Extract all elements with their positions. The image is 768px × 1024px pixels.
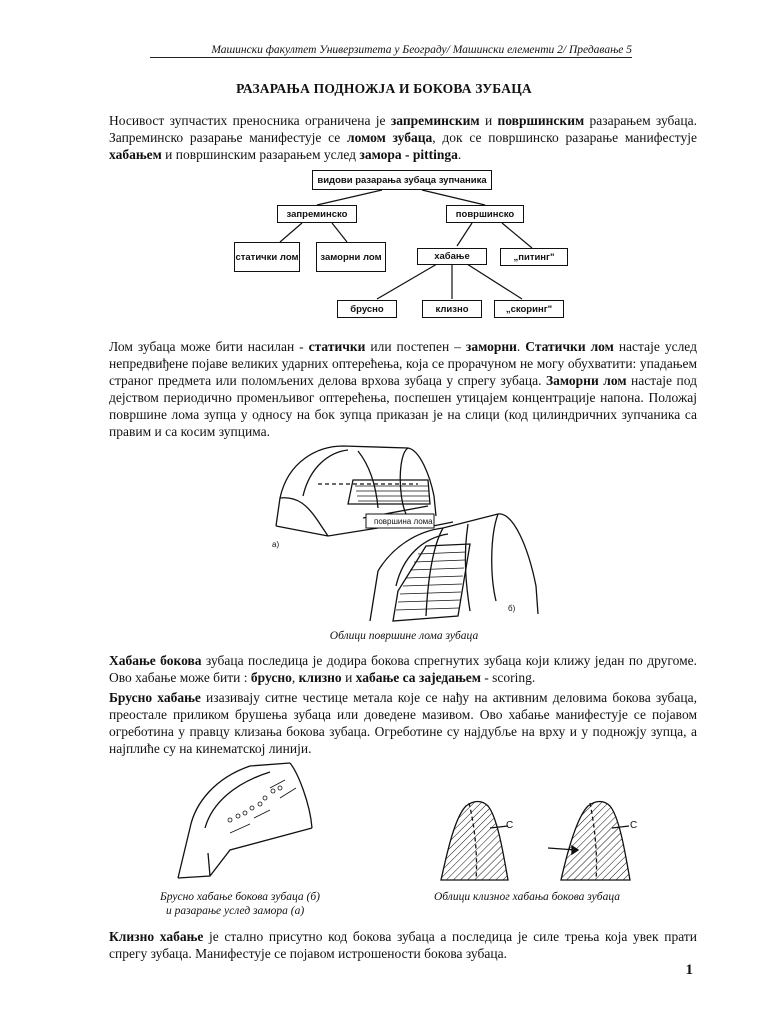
figure-b-label: б) <box>508 604 516 613</box>
figure-a-label: а) <box>272 540 280 549</box>
abrasive-wear-paragraph: Брусно хабање изазивају ситне честице метала које се нађу на активним деловима бокова зубаца, преостале приликом брушења зубаца или доведене мазивом. Ово хабање манифестује се појавом огреботина у правцу клизања бокова зубаца. Огреботине су најдубље на врху и у подножју зупца, а најплиће су на кинематској линији. <box>109 690 698 756</box>
tree-scoring-box: „скоринг" <box>494 300 564 318</box>
tree-sliding-box: клизно <box>422 300 482 318</box>
page-header: Машински факултет Универзитета у Београду/ Машински елементи 2/ Предавање 5 <box>150 44 632 58</box>
fracture-surface-figure <box>258 436 548 628</box>
tree-abrasive-box: брусно <box>337 300 397 318</box>
abrasive-wear-figure <box>170 758 320 884</box>
tree-surface-box: површинско <box>446 205 524 223</box>
damage-types-diagram <box>232 168 572 328</box>
flank-wear-paragraph: Хабање бокова зубаца последица је додира бокова спрегнутих зубаца који клижу један по другоме. Ово хабање може бити : брусно, клизно и хабање са заједањем - scoring. <box>109 653 697 685</box>
abrasive-figure-caption-1: Брусно хабање бокова зубаца (б) <box>160 891 320 903</box>
tree-wear-box: хабање <box>417 248 487 265</box>
fracture-figure-caption: Облици површине лома зубаца <box>329 630 479 642</box>
sliding-figure-caption: Облици клизног хабања бокова зубаца <box>434 891 620 903</box>
fracture-surface-drawing <box>258 436 548 628</box>
abrasive-figure-caption-2: и разарање услед замора (а) <box>166 905 305 917</box>
page-number: 1 <box>685 962 693 978</box>
sliding-c-label-2: C <box>630 820 638 831</box>
tree-pitting-box: „питинг" <box>500 248 568 266</box>
sliding-c-label-1: C <box>506 820 514 831</box>
tree-static-box: статички лом <box>234 242 300 272</box>
section-title: РАЗАРАЊА ПОДНОЖЈА И БОКОВА ЗУБАЦА <box>236 81 532 96</box>
tree-fatigue-box: заморни лом <box>316 242 386 272</box>
tree-root-box: видови разарања зубаца зупчаника <box>312 170 492 190</box>
sliding-wear-paragraph: Клизно хабање је стално присутно код бокова зубаца а последица је силе трења која увек прати спрегу зубаца. Манифестује се појавом истрошености бокова зубаца. <box>109 929 697 961</box>
fracture-surface-label: површина лома <box>374 517 433 526</box>
sliding-wear-drawing <box>436 798 646 882</box>
intro-paragraph: Носивост зупчастих преносника ограничена је запреминским и површинским разарањем зубаца. Запреминско разарање манифестује се ломом зубаца, док се површинско разарање манифестује хабањем и површинским разарањем услед замора - pittinga. <box>109 113 697 162</box>
tree-volume-box: запреминско <box>277 205 357 223</box>
abrasive-wear-drawing <box>170 758 320 884</box>
sliding-wear-figure <box>436 798 646 882</box>
fracture-paragraph: Лом зубаца може бити насилан - статички или постепен – заморни. Статички лом настаје услед непредвиђене појаве великих ударних оптерећења, која се прорачуном не могу обухватити: упадањем страног предмета или поломљених делова врхова зубаца у спрегу зубаца. Заморни лом настаје под дејством периодично променљивог оптерећења, поспешен утицајем концентрације напона. Положај површине лома зупца у односу на бок зупца приказан је на слици (код цилиндричних зупчаника са правим и са косим зупцима. <box>109 339 697 439</box>
